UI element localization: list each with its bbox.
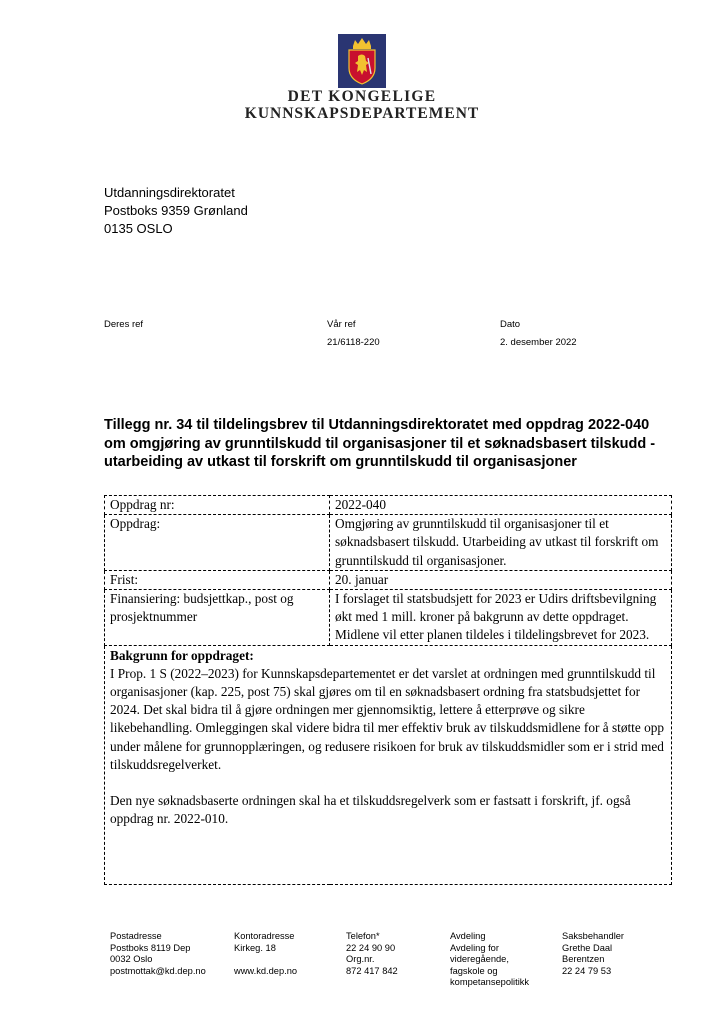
row-value: 2022-040: [330, 496, 672, 515]
department-line-2: KUNNSKAPSDEPARTEMENT: [244, 105, 480, 122]
footer-line: Postboks 8119 Dep: [110, 942, 191, 953]
row-label: Oppdrag:: [105, 515, 330, 571]
table-row: [105, 570, 672, 589]
footer-line: 872 417 842: [346, 965, 398, 976]
footer-line: Org.nr.: [346, 954, 375, 965]
row-value: Omgjøring av grunntilskudd til organisasjoner til et søknadsbasert tilskudd. Utarbeiding av utkast til forskrift om grunntilskudd til organisasjoner.: [330, 515, 672, 571]
department-name: [200, 88, 524, 122]
footer-line: Berentzen: [562, 954, 605, 965]
table-row: [105, 515, 672, 571]
row-value: 20. januar: [330, 570, 672, 589]
footer-kontoradresse: [234, 931, 297, 977]
footer-postadresse: [110, 931, 206, 977]
coat-of-arms-logo: [338, 34, 386, 88]
footer-line: fagskole og: [450, 965, 498, 976]
department-line-1: DET KONGELIGE: [287, 88, 437, 105]
footer-avdeling: [450, 931, 529, 989]
footer-email: postmottak@kd.dep.no: [110, 965, 206, 976]
footer-heading: Telefon*: [346, 931, 380, 941]
recipient-line-2: Postboks 9359 Grønland: [104, 203, 248, 218]
background-paragraph-1: I Prop. 1 S (2022–2023) for Kunnskapsdepartementet er det varslet at ordningen med grunntilskudd til organisasjoner (kap. 225, post 75) skal gjøres om til en søknadsbasert ordning fra statsbudsjettet for 2024. Det skal bidra til å gjøre ordningen mer gjennomsiktig, lettere å etterprøve og sikre likebehandling. Omleggingen skal videre bidra til mer effektiv bruk av tilskuddsmidlene for å støtte opp under målene for grunnopplæringen, og redusere risikoen for bruk av tilskuddsmidler som er i strid med tilskuddsregelverket.: [110, 665, 665, 772]
footer-heading: Postadresse: [110, 931, 162, 941]
footer-telefon: [346, 931, 398, 977]
footer-line: Grethe Daal: [562, 942, 613, 953]
footer-line: [234, 954, 297, 966]
letter-title: Tillegg nr. 34 til tildelingsbrev til Utdanningsdirektoratet med oppdrag 2022-040 om omgjøring av grunntilskudd til organisasjoner til et søknadsbasert tilskudd - utarbeiding av utkast til forskrift om grunntilskudd til organisasjoner: [104, 417, 656, 470]
row-value: I forslaget til statsbudsjett for 2023 er Udirs driftsbevilgning økt med 1 mill. kroner på bakgrunn av dette oppdraget. Midlene vil etter planen tildeles i tildelingsbrevet for 2023.: [330, 590, 672, 646]
footer-line: 0032 Oslo: [110, 954, 153, 965]
footer-line: 22 24 79 53: [562, 965, 612, 976]
table-row: [105, 590, 672, 646]
table-row: [105, 496, 672, 515]
footer-line: Kirkeg. 18: [234, 942, 276, 953]
recipient-address: [104, 184, 248, 238]
assignment-table: [104, 495, 672, 885]
row-label: Oppdrag nr:: [105, 496, 330, 515]
row-label: Frist:: [105, 570, 330, 589]
footer-line: Avdeling for: [450, 942, 499, 953]
footer-website: www.kd.dep.no: [234, 965, 298, 976]
footer-heading: Avdeling: [450, 931, 486, 941]
footer-saksbehandler: [562, 931, 624, 977]
deres-ref-label: Deres ref: [104, 319, 144, 330]
var-ref-label: Vår ref: [327, 319, 356, 330]
dato-value: 2. desember 2022: [500, 337, 577, 348]
footer-heading: Saksbehandler: [562, 931, 625, 941]
recipient-line-3: 0135 OSLO: [104, 221, 173, 236]
background-heading: Bakgrunn for oppdraget:: [110, 647, 254, 663]
recipient-line-1: Utdanningsdirektoratet: [104, 185, 235, 200]
background-cell: [105, 645, 672, 884]
var-ref-value: 21/6118-220: [327, 337, 380, 348]
footer-line: 22 24 90 90: [346, 942, 396, 953]
footer-line: videregående,: [450, 954, 509, 965]
footer-line: kompetansepolitikk: [450, 977, 530, 988]
row-label: Finansiering: budsjettkap., post og prosjektnummer: [105, 590, 330, 646]
background-paragraph-2: Den nye søknadsbaserte ordningen skal ha et tilskuddsregelverk som er fastsatt i forskrift, jf. også oppdrag nr. 2022-010.: [110, 793, 631, 827]
table-row: [105, 645, 672, 884]
footer-heading: Kontoradresse: [234, 931, 295, 941]
dato-label: Dato: [500, 319, 521, 330]
